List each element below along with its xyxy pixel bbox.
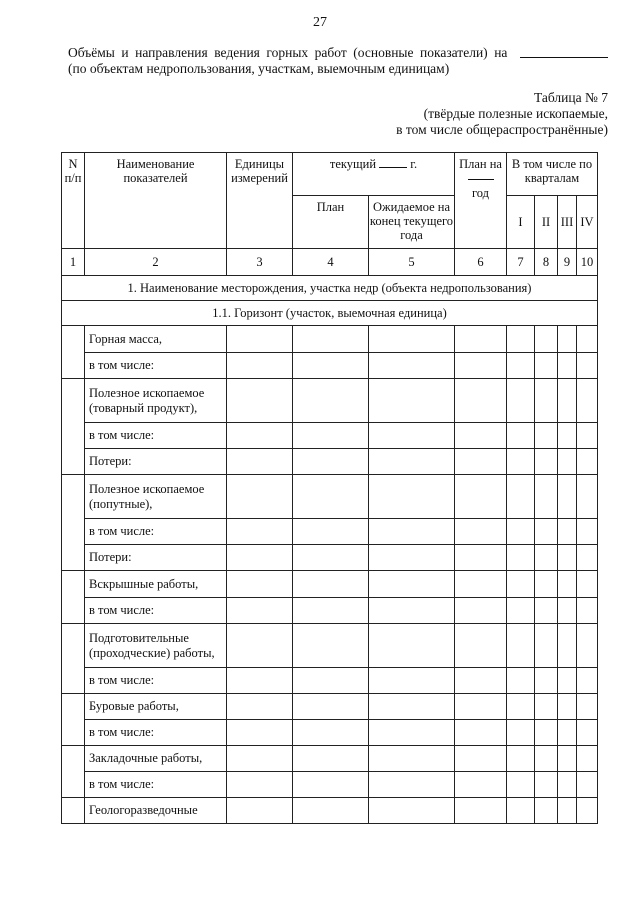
value-cell bbox=[293, 545, 369, 571]
value-cell bbox=[535, 720, 558, 746]
table-reference bbox=[396, 90, 608, 138]
value-cell bbox=[455, 772, 507, 798]
value-cell bbox=[535, 475, 558, 519]
value-cell bbox=[507, 598, 535, 624]
table-row bbox=[62, 326, 598, 353]
value-cell bbox=[558, 353, 577, 379]
value-cell bbox=[577, 798, 598, 824]
indicator-label: Горная масса, bbox=[85, 326, 227, 353]
value-cell bbox=[558, 598, 577, 624]
col-number: 6 bbox=[455, 249, 507, 276]
value-cell bbox=[577, 353, 598, 379]
value-cell bbox=[227, 326, 293, 353]
value-cell bbox=[293, 571, 369, 598]
current-year-label: текущий bbox=[329, 157, 377, 171]
value-cell bbox=[535, 519, 558, 545]
table-row bbox=[62, 475, 598, 519]
value-cell bbox=[227, 772, 293, 798]
table-row bbox=[62, 519, 598, 545]
heading-word: показатели) bbox=[420, 45, 488, 60]
value-cell bbox=[577, 668, 598, 694]
table-row bbox=[62, 353, 598, 379]
indicator-label: в том числе: bbox=[85, 423, 227, 449]
value-cell bbox=[227, 624, 293, 668]
value-cell bbox=[293, 798, 369, 824]
value-cell bbox=[577, 379, 598, 423]
value-cell bbox=[227, 798, 293, 824]
indicator-label: Закладочные работы, bbox=[85, 746, 227, 772]
value-cell bbox=[535, 668, 558, 694]
table-row bbox=[62, 598, 598, 624]
value-cell bbox=[558, 423, 577, 449]
table-row bbox=[62, 545, 598, 571]
value-cell bbox=[577, 694, 598, 720]
value-cell bbox=[293, 449, 369, 475]
col-header-plan: План bbox=[293, 196, 369, 249]
value-cell bbox=[369, 449, 455, 475]
value-cell bbox=[455, 379, 507, 423]
heading-word: Объёмы bbox=[68, 45, 115, 60]
value-cell bbox=[558, 746, 577, 772]
col-header-expected: Ожидаемое на конец текущего года bbox=[369, 196, 455, 249]
value-cell bbox=[558, 449, 577, 475]
value-cell bbox=[455, 475, 507, 519]
table-row bbox=[62, 449, 598, 475]
value-cell bbox=[455, 519, 507, 545]
indicator-label: Полезное ископаемое (попутные), bbox=[85, 475, 227, 519]
value-cell bbox=[577, 624, 598, 668]
value-cell bbox=[535, 379, 558, 423]
value-cell bbox=[558, 519, 577, 545]
row-number-cell bbox=[62, 571, 85, 624]
value-cell bbox=[507, 475, 535, 519]
value-cell bbox=[577, 571, 598, 598]
value-cell bbox=[293, 624, 369, 668]
heading-line-1 bbox=[68, 45, 608, 61]
page-number: 27 bbox=[313, 15, 327, 30]
col-header-q2: II bbox=[535, 196, 558, 249]
value-cell bbox=[507, 326, 535, 353]
table-row bbox=[62, 746, 598, 772]
value-cell bbox=[369, 475, 455, 519]
value-cell bbox=[369, 798, 455, 824]
indicator-label: в том числе: bbox=[85, 720, 227, 746]
heading-line-2: (по объектам недропользования, участкам, выемочным единицам) bbox=[68, 61, 450, 76]
indicator-label: Потери: bbox=[85, 449, 227, 475]
value-cell bbox=[577, 326, 598, 353]
value-cell bbox=[558, 772, 577, 798]
value-cell bbox=[507, 772, 535, 798]
value-cell bbox=[369, 668, 455, 694]
value-cell bbox=[455, 598, 507, 624]
col-header-plan-year bbox=[455, 153, 507, 249]
indicator-label: в том числе: bbox=[85, 772, 227, 798]
col-number: 4 bbox=[293, 249, 369, 276]
value-cell bbox=[507, 720, 535, 746]
indicator-label: в том числе: bbox=[85, 668, 227, 694]
value-cell bbox=[455, 449, 507, 475]
value-cell bbox=[535, 423, 558, 449]
value-cell bbox=[558, 798, 577, 824]
value-cell bbox=[227, 519, 293, 545]
value-cell bbox=[455, 353, 507, 379]
value-cell bbox=[535, 798, 558, 824]
value-cell bbox=[293, 694, 369, 720]
section-heading: 1. Наименование месторождения, участка недр (объекта недропользования) bbox=[62, 276, 598, 301]
value-cell bbox=[577, 746, 598, 772]
value-cell bbox=[369, 545, 455, 571]
value-cell bbox=[577, 598, 598, 624]
value-cell bbox=[507, 423, 535, 449]
indicator-label: в том числе: bbox=[85, 353, 227, 379]
plan-year-blank bbox=[468, 173, 494, 180]
row-number-cell bbox=[62, 475, 85, 571]
row-number-cell bbox=[62, 326, 85, 379]
value-cell bbox=[535, 353, 558, 379]
value-cell bbox=[369, 571, 455, 598]
value-cell bbox=[535, 772, 558, 798]
value-cell bbox=[455, 326, 507, 353]
value-cell bbox=[293, 746, 369, 772]
value-cell bbox=[535, 746, 558, 772]
heading-word: и bbox=[121, 45, 129, 60]
value-cell bbox=[535, 571, 558, 598]
value-cell bbox=[293, 475, 369, 519]
col-header-q4: IV bbox=[577, 196, 598, 249]
heading-word: горных bbox=[266, 45, 309, 60]
value-cell bbox=[227, 720, 293, 746]
value-cell bbox=[507, 449, 535, 475]
heading-word: на bbox=[494, 45, 508, 60]
value-cell bbox=[455, 668, 507, 694]
value-cell bbox=[507, 545, 535, 571]
value-cell bbox=[369, 746, 455, 772]
value-cell bbox=[558, 475, 577, 519]
value-cell bbox=[293, 668, 369, 694]
value-cell bbox=[577, 519, 598, 545]
col-number: 10 bbox=[577, 249, 598, 276]
value-cell bbox=[293, 423, 369, 449]
col-number: 2 bbox=[85, 249, 227, 276]
value-cell bbox=[369, 326, 455, 353]
table-row bbox=[62, 694, 598, 720]
value-cell bbox=[455, 798, 507, 824]
value-cell bbox=[455, 571, 507, 598]
date-blank-line bbox=[520, 45, 608, 58]
table-body bbox=[62, 326, 598, 824]
value-cell bbox=[535, 624, 558, 668]
subsection-heading: 1.1. Горизонт (участок, выемочная единица) bbox=[62, 301, 598, 326]
value-cell bbox=[369, 423, 455, 449]
value-cell bbox=[293, 326, 369, 353]
value-cell bbox=[227, 571, 293, 598]
value-cell bbox=[507, 353, 535, 379]
row-number-cell bbox=[62, 694, 85, 746]
table-row bbox=[62, 624, 598, 668]
value-cell bbox=[293, 772, 369, 798]
value-cell bbox=[369, 624, 455, 668]
row-number-cell bbox=[62, 379, 85, 475]
value-cell bbox=[293, 519, 369, 545]
value-cell bbox=[558, 720, 577, 746]
value-cell bbox=[293, 598, 369, 624]
value-cell bbox=[577, 423, 598, 449]
col-header-q3: III bbox=[558, 196, 577, 249]
value-cell bbox=[577, 475, 598, 519]
value-cell bbox=[535, 326, 558, 353]
row-number-cell bbox=[62, 798, 85, 824]
indicator-label: Потери: bbox=[85, 545, 227, 571]
col-header-indicator: Наименование показателей bbox=[85, 153, 227, 249]
heading-word: работ bbox=[314, 45, 347, 60]
col-header-number: N п/п bbox=[62, 153, 85, 249]
year-blank bbox=[379, 157, 407, 168]
value-cell bbox=[455, 694, 507, 720]
col-number: 9 bbox=[558, 249, 577, 276]
row-number-cell bbox=[62, 746, 85, 798]
indicator-label: в том числе: bbox=[85, 519, 227, 545]
table-row bbox=[62, 423, 598, 449]
value-cell bbox=[558, 571, 577, 598]
value-cell bbox=[227, 449, 293, 475]
value-cell bbox=[558, 326, 577, 353]
value-cell bbox=[577, 720, 598, 746]
heading-word: ведения bbox=[214, 45, 260, 60]
col-number: 7 bbox=[507, 249, 535, 276]
value-cell bbox=[507, 519, 535, 545]
value-cell bbox=[507, 746, 535, 772]
indicator-label: Полезное ископаемое (товарный продукт), bbox=[85, 379, 227, 423]
indicator-label: Геологоразведочные bbox=[85, 798, 227, 824]
col-header-quarters: В том числе по кварталам bbox=[507, 153, 598, 196]
value-cell bbox=[369, 519, 455, 545]
table-subtitle-2: в том числе общераспространённые) bbox=[396, 122, 608, 137]
table-subtitle-1: (твёрдые полезные ископаемые, bbox=[423, 106, 608, 121]
value-cell bbox=[577, 545, 598, 571]
value-cell bbox=[227, 423, 293, 449]
value-cell bbox=[507, 624, 535, 668]
table-row bbox=[62, 668, 598, 694]
table-row bbox=[62, 798, 598, 824]
col-number: 1 bbox=[62, 249, 85, 276]
table-row bbox=[62, 379, 598, 423]
value-cell bbox=[577, 772, 598, 798]
value-cell bbox=[227, 694, 293, 720]
column-numbers-row bbox=[62, 249, 598, 276]
value-cell bbox=[455, 545, 507, 571]
heading-word: направления bbox=[135, 45, 208, 60]
value-cell bbox=[507, 798, 535, 824]
value-cell bbox=[293, 379, 369, 423]
year-suffix: г. bbox=[410, 157, 418, 171]
value-cell bbox=[535, 598, 558, 624]
value-cell bbox=[369, 598, 455, 624]
col-number: 5 bbox=[369, 249, 455, 276]
value-cell bbox=[558, 624, 577, 668]
value-cell bbox=[227, 545, 293, 571]
indicator-label: в том числе: bbox=[85, 598, 227, 624]
value-cell bbox=[558, 379, 577, 423]
row-number-cell bbox=[62, 624, 85, 694]
value-cell bbox=[369, 720, 455, 746]
table-title: Таблица № 7 bbox=[534, 90, 608, 105]
value-cell bbox=[455, 720, 507, 746]
indicator-label: Буровые работы, bbox=[85, 694, 227, 720]
col-header-q1: I bbox=[507, 196, 535, 249]
mining-volumes-table bbox=[61, 152, 598, 824]
col-number: 3 bbox=[227, 249, 293, 276]
value-cell bbox=[535, 449, 558, 475]
document-heading bbox=[68, 45, 608, 77]
value-cell bbox=[293, 720, 369, 746]
col-number: 8 bbox=[535, 249, 558, 276]
table-row bbox=[62, 772, 598, 798]
col-header-current-year bbox=[293, 153, 455, 196]
col-header-units: Единицы измерений bbox=[227, 153, 293, 249]
table-row bbox=[62, 571, 598, 598]
value-cell bbox=[227, 379, 293, 423]
value-cell bbox=[535, 694, 558, 720]
value-cell bbox=[227, 668, 293, 694]
value-cell bbox=[369, 353, 455, 379]
value-cell bbox=[369, 694, 455, 720]
value-cell bbox=[455, 423, 507, 449]
heading-word: (основные bbox=[353, 45, 414, 60]
value-cell bbox=[558, 694, 577, 720]
value-cell bbox=[507, 379, 535, 423]
value-cell bbox=[369, 772, 455, 798]
value-cell bbox=[227, 598, 293, 624]
value-cell bbox=[227, 475, 293, 519]
value-cell bbox=[507, 668, 535, 694]
value-cell bbox=[455, 746, 507, 772]
value-cell bbox=[369, 379, 455, 423]
value-cell bbox=[455, 624, 507, 668]
value-cell bbox=[227, 353, 293, 379]
value-cell bbox=[577, 449, 598, 475]
value-cell bbox=[507, 571, 535, 598]
value-cell bbox=[535, 545, 558, 571]
value-cell bbox=[558, 668, 577, 694]
plan-year-label: План на bbox=[459, 157, 502, 171]
value-cell bbox=[227, 746, 293, 772]
value-cell bbox=[558, 545, 577, 571]
value-cell bbox=[507, 694, 535, 720]
indicator-label: Вскрышные работы, bbox=[85, 571, 227, 598]
value-cell bbox=[293, 353, 369, 379]
table-row bbox=[62, 720, 598, 746]
plan-year-suffix: год bbox=[471, 186, 490, 200]
indicator-label: Подготовительные (проходческие) работы, bbox=[85, 624, 227, 668]
